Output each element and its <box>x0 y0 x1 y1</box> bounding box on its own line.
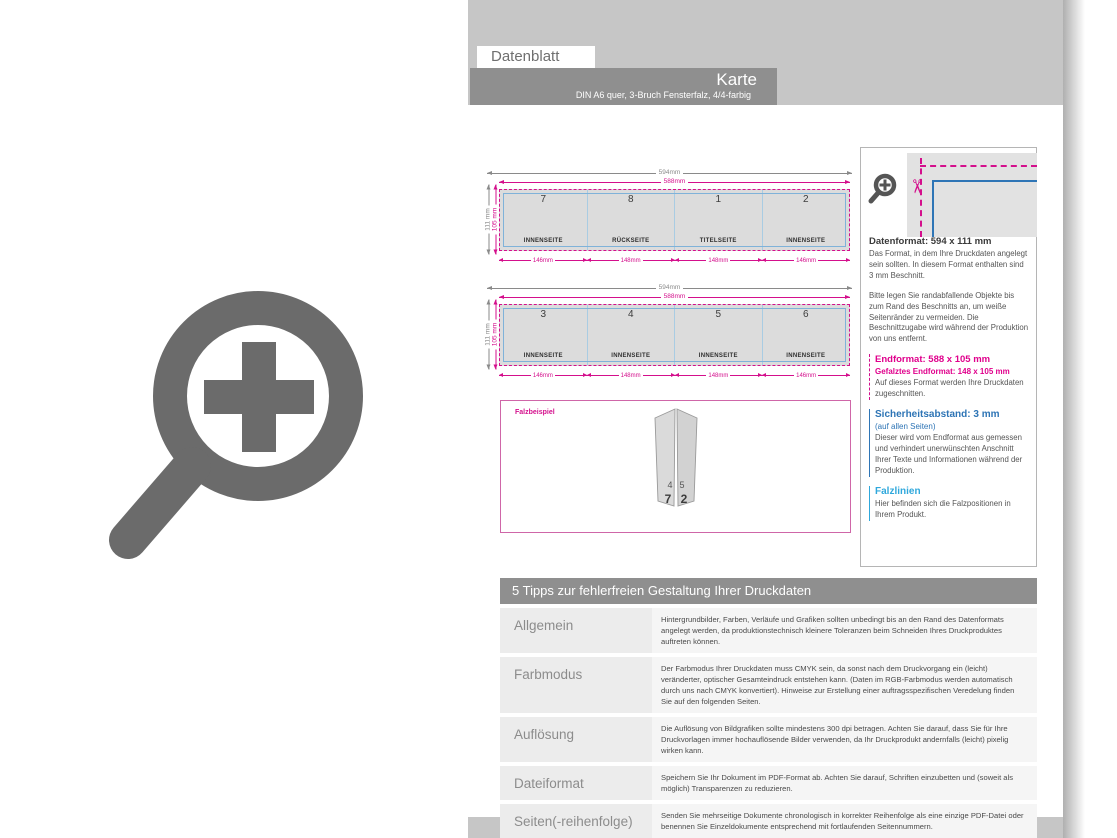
scissors-icon: ✂ <box>905 178 927 195</box>
dimension-endformat-width: 588mm <box>499 294 850 301</box>
safety-line-vertical <box>932 180 934 237</box>
dimension-endformat-height: 105 mm <box>493 300 500 370</box>
dimension-datenformat-width: 594mm <box>487 285 852 292</box>
panel-8: 8 RÜCKSEITE <box>587 190 675 250</box>
panel-7: 7 INNENSEITE <box>523 194 563 244</box>
table-row <box>500 608 1037 653</box>
page-subtitle: DIN A6 quer, 3-Bruch Fensterfalz, 4/4-farbig <box>575 90 751 100</box>
safety-line-horizontal <box>932 180 1037 182</box>
page-edge-shadow <box>1063 0 1085 838</box>
magnifier-plus-glyph <box>100 278 365 578</box>
sheet-outline <box>499 189 850 251</box>
dimension-endformat-height: 105 mm <box>493 185 500 255</box>
falzlinien-section <box>869 486 1029 521</box>
panel-4: 4 INNENSEITE <box>587 305 675 365</box>
zoom-plus-icon-small[interactable] <box>867 172 899 211</box>
tip-text: Speichern Sie Ihr Dokument im PDF-Format ab. Achten Sie darauf, Schriften einzubetten und (soweit als möglich) Transparenzen zu reduzieren. <box>652 766 1037 800</box>
datenblatt-tab: Datenblatt <box>477 46 595 68</box>
endformat-section <box>869 354 1029 400</box>
sheet-outline <box>499 304 850 366</box>
bleed-cut-line-vertical <box>920 158 922 237</box>
falzlinien-text: Hier befinden sich die Falzpositionen in Ihrem Produkt. <box>875 498 1011 519</box>
table-row <box>500 717 1037 762</box>
panel-6: 6 INNENSEITE <box>762 305 850 365</box>
dimension-endformat-width: 588mm <box>499 179 850 186</box>
datenformat-heading: Datenformat: 594 x 111 mm <box>869 236 992 247</box>
panel-1: 1 TITELSEITE <box>674 190 762 250</box>
tip-label: Allgemein <box>500 608 652 653</box>
magnifier-plus-glyph <box>867 172 899 206</box>
bleed-corner-detail <box>907 153 1037 237</box>
endformat-subheading: Gefalztes Endformat: 148 x 105 mm <box>875 367 1010 377</box>
format-info-panel <box>860 147 1037 567</box>
panel-width-dimensions: 146mm 148mm 148mm 146mm <box>499 257 850 264</box>
tip-text: Die Auflösung von Bildgrafiken sollte mindestens 300 dpi betragen. Achten Sie darauf, dass Sie für Ihre Druckvorlagen immer hochauflösende Bilder verwenden, da Ihr Druckprodukt andernfalls (leicht) pixelig wirken kann. <box>652 717 1037 762</box>
tips-table-title: 5 Tipps zur fehlerfreien Gestaltung Ihrer Druckdaten <box>500 578 1037 604</box>
product-header <box>470 68 777 105</box>
datenformat-section-2 <box>869 291 1029 346</box>
sicherheitsabstand-heading: Sicherheitsabstand: 3 mm <box>875 409 1000 421</box>
fold-example-box <box>500 400 851 533</box>
sicherheitsabstand-text: Dieser wird vom Endformat aus gemessen und verhindert unerwünschten Anschnitt Ihrer Texte und Informationen während der Produktion. <box>875 433 1023 475</box>
svg-text:5: 5 <box>679 480 685 490</box>
endformat-heading: Endformat: 588 x 105 mm <box>875 354 991 366</box>
datenformat-text-1: Das Format, in dem Ihre Druckdaten angelegt sein sollten. In diesem Format enthalten sind 3 mm Beschnitt. <box>869 249 1028 280</box>
tip-label: Farbmodus <box>500 657 652 713</box>
falzlinien-heading: Falzlinien <box>875 485 921 497</box>
svg-text:2: 2 <box>680 492 688 506</box>
tip-label: Dateiformat <box>500 766 652 800</box>
table-row <box>500 804 1037 838</box>
svg-text:4: 4 <box>667 480 673 490</box>
layout-diagram-outside <box>485 170 855 270</box>
bleed-cut-line-horizontal <box>920 165 1037 167</box>
datenformat-text-2: Bitte legen Sie randabfallende Objekte bis zum Rand des Beschnitts an, um weiße Seitenränder zu vermeiden. Die Beschnittzugabe wird während der Produktion von uns entfernt. <box>869 290 1029 344</box>
sicherheitsabstand-subheading: (auf allen Seiten) <box>875 422 936 432</box>
sicherheitsabstand-section <box>869 409 1029 477</box>
panel-3: 3 INNENSEITE <box>523 309 563 359</box>
layout-diagram-inside <box>485 285 855 385</box>
panel-width-dimensions: 146mm 148mm 148mm 146mm <box>499 372 850 379</box>
gate-fold-card-glyph <box>649 408 703 508</box>
tip-text: Der Farbmodus Ihrer Druckdaten muss CMYK sein, da sonst nach dem Druckvorgang ein (leicht) veränderter, optischer Gesamteindruck entstehen kann. (Daten im RGB-Farbmodus werden automatisch durch uns nach CMYK konvertiert). Hinweise zur Erstellung einer auftragsspezifischen Veredelung finden Sie auf den folgenden Seiten. <box>652 657 1037 713</box>
panel-2: 2 INNENSEITE <box>762 190 850 250</box>
page-title: Karte <box>716 70 757 89</box>
dimension-datenformat-width: 594mm <box>487 170 852 177</box>
dimension-datenformat-height: 111 mm <box>486 300 493 370</box>
folded-card-illustration <box>649 408 703 513</box>
tip-text: Senden Sie mehrseitige Dokumente chronologisch in korrekter Reihenfolge als eine einzige PDF-Datei oder benennen Sie Einzeldokumente entsprechend mit fortlaufenden Seitennummern. <box>652 804 1037 838</box>
tip-label: Seiten(-reihenfolge) <box>500 804 652 838</box>
dimension-datenformat-height: 111 mm <box>486 185 493 255</box>
endformat-text: Auf dieses Format werden Ihre Druckdaten zugeschnitten. <box>875 378 1024 399</box>
tip-text: Hintergrundbilder, Farben, Verläufe und Grafiken sollten unbedingt bis an den Rand des Datenformats angelegt werden, da produktionstechnisch kleinere Toleranzen beim Schneiden Ihres Druckproduktes auftreten können. <box>652 608 1037 653</box>
svg-text:7: 7 <box>664 492 672 506</box>
table-row <box>500 766 1037 800</box>
datenformat-section <box>869 236 1029 282</box>
tip-label: Auflösung <box>500 717 652 762</box>
fold-example-label: Falzbeispiel <box>515 409 555 416</box>
tips-table <box>500 578 1037 838</box>
panel-5: 5 INNENSEITE <box>674 305 762 365</box>
table-row <box>500 657 1037 713</box>
zoom-plus-icon[interactable] <box>100 278 365 578</box>
